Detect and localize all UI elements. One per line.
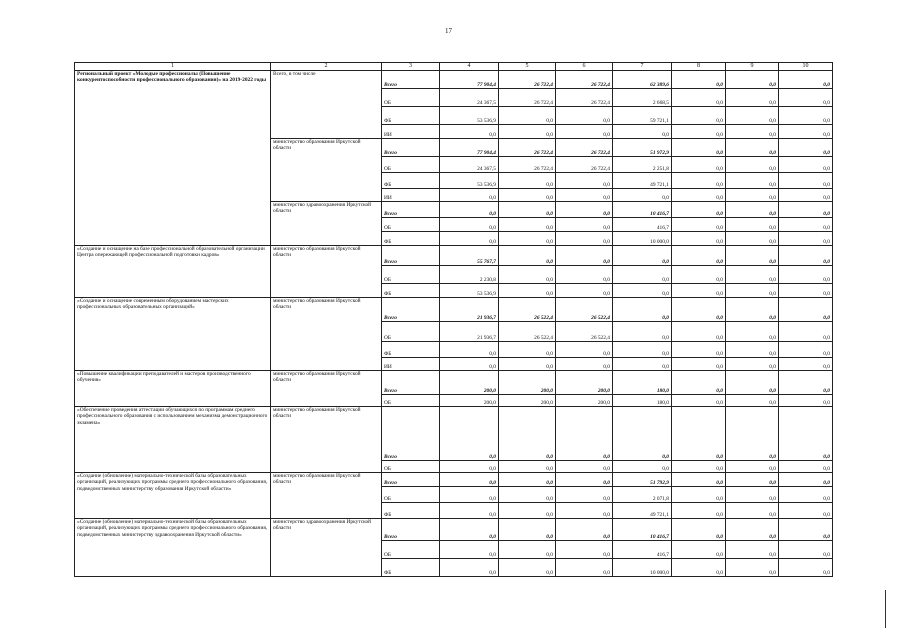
value-cell: 0,0 — [779, 473, 833, 487]
value-cell: 24 367,5 — [440, 89, 499, 107]
value-cell: 0,0 — [499, 107, 556, 125]
value-cell: 0,0 — [672, 395, 726, 407]
value-cell: 0,0 — [499, 232, 556, 246]
value-cell: 0,0 — [556, 266, 613, 284]
value-cell: 0,0 — [556, 246, 613, 266]
value-cell: 0,0 — [499, 218, 556, 232]
value-cell: 0,0 — [726, 71, 779, 89]
value-cell: 0,0 — [499, 358, 556, 371]
value-cell: 0,0 — [672, 189, 726, 202]
value-cell: 0,0 — [556, 519, 613, 541]
value-cell: 0,0 — [556, 342, 613, 358]
value-cell: 0,0 — [613, 342, 672, 358]
funding-source: ФБ — [382, 232, 440, 246]
value-cell: 0,0 — [779, 342, 833, 358]
col-header: 2 — [271, 63, 382, 71]
value-cell: 0,0 — [672, 559, 726, 577]
value-cell: 416,7 — [613, 218, 672, 232]
value-cell: 26 522,4 — [556, 298, 613, 322]
value-cell: 0,0 — [440, 559, 499, 577]
value-cell: 0,0 — [440, 189, 499, 202]
col-header: 8 — [672, 63, 726, 71]
value-cell: 0,0 — [499, 559, 556, 577]
table-body — [75, 63, 833, 577]
value-cell: 0,0 — [672, 519, 726, 541]
col-header: 3 — [382, 63, 440, 71]
value-cell: 0,0 — [779, 107, 833, 125]
col-header: 10 — [779, 63, 833, 71]
value-cell: 26 722,4 — [499, 157, 556, 173]
value-cell: 0,0 — [726, 218, 779, 232]
value-cell: 77 904,4 — [440, 139, 499, 157]
activity-name: «Повышение квалификации преподавателей и мастеров производственного обучения» — [75, 371, 271, 407]
value-cell: 0,0 — [779, 139, 833, 157]
funding-source: ИИ — [382, 358, 440, 371]
funding-source: ФБ — [382, 284, 440, 298]
funding-source: Всего — [382, 473, 440, 487]
funding-source: ОБ — [382, 322, 440, 342]
value-cell: 0,0 — [779, 487, 833, 503]
value-cell: 49 721,1 — [613, 503, 672, 519]
value-cell: 180,0 — [613, 395, 672, 407]
value-cell: 0,0 — [556, 407, 613, 461]
table-row — [75, 473, 833, 487]
value-cell: 0,0 — [556, 125, 613, 139]
funding-source: ФБ — [382, 503, 440, 519]
value-cell: 53 536,9 — [440, 173, 499, 189]
value-cell: 0,0 — [556, 232, 613, 246]
value-cell: 0,0 — [672, 358, 726, 371]
value-cell: 26 722,4 — [556, 157, 613, 173]
value-cell: 0,0 — [726, 395, 779, 407]
value-cell: 0,0 — [556, 173, 613, 189]
value-cell: 26 722,4 — [556, 139, 613, 157]
value-cell: 0,0 — [672, 322, 726, 342]
activity-name: «Создание и оснащение на базе профессиональной образовательной организации Центра опережающей профессиональной подготовки кадров» — [75, 246, 271, 298]
value-cell: 0,0 — [672, 89, 726, 107]
value-cell: 0,0 — [499, 461, 556, 473]
value-cell: 0,0 — [672, 125, 726, 139]
value-cell: 0,0 — [672, 107, 726, 125]
funding-source: ОБ — [382, 266, 440, 284]
value-cell: 49 721,1 — [613, 173, 672, 189]
executor-cell: министерство образования Иркутской области — [271, 407, 382, 473]
funding-source: ОБ — [382, 218, 440, 232]
funding-source: Всего — [382, 371, 440, 395]
page-number: 17 — [445, 27, 452, 35]
value-cell: 0,0 — [613, 246, 672, 266]
value-cell: 200,0 — [499, 371, 556, 395]
value-cell: 0,0 — [440, 125, 499, 139]
value-cell: 0,0 — [726, 173, 779, 189]
value-cell: 0,0 — [779, 232, 833, 246]
value-cell: 0,0 — [440, 202, 499, 218]
table-row — [75, 407, 833, 461]
value-cell: 0,0 — [726, 266, 779, 284]
value-cell: 0,0 — [726, 342, 779, 358]
value-cell: 0,0 — [440, 342, 499, 358]
activity-name: «Создание (обновление) материально-технической базы образовательных организаций, реализующих программы среднего профессионального образования, подведомственных министерству здравоохранения Иркутской области» — [75, 519, 271, 577]
value-cell: 51 792,9 — [613, 473, 672, 487]
col-header: 5 — [499, 63, 556, 71]
value-cell: 24 367,5 — [440, 157, 499, 173]
col-header: 9 — [726, 63, 779, 71]
value-cell: 0,0 — [672, 371, 726, 395]
table-row — [75, 246, 833, 266]
value-cell: 0,0 — [779, 395, 833, 407]
value-cell: 0,0 — [672, 246, 726, 266]
value-cell: 0,0 — [726, 157, 779, 173]
funding-source: ФБ — [382, 559, 440, 577]
value-cell: 0,0 — [556, 202, 613, 218]
value-cell: 200,0 — [440, 371, 499, 395]
value-cell: 0,0 — [440, 503, 499, 519]
value-cell: 0,0 — [672, 298, 726, 322]
value-cell: 0,0 — [779, 157, 833, 173]
value-cell: 59 721,1 — [613, 107, 672, 125]
value-cell: 0,0 — [726, 503, 779, 519]
value-cell: 180,0 — [613, 371, 672, 395]
value-cell: 26 722,4 — [556, 71, 613, 89]
value-cell: 62 389,6 — [613, 71, 672, 89]
value-cell: 26 722,4 — [499, 139, 556, 157]
value-cell: 0,0 — [779, 559, 833, 577]
value-cell: 200,0 — [556, 395, 613, 407]
value-cell: 0,0 — [440, 461, 499, 473]
value-cell: 0,0 — [556, 218, 613, 232]
value-cell: 0,0 — [672, 266, 726, 284]
budget-table — [74, 62, 833, 577]
value-cell: 0,0 — [672, 461, 726, 473]
value-cell: 0,0 — [499, 202, 556, 218]
funding-source: Всего — [382, 139, 440, 157]
funding-source: Всего — [382, 298, 440, 322]
value-cell: 0,0 — [779, 407, 833, 461]
funding-source: ИИ — [382, 125, 440, 139]
value-cell: 0,0 — [726, 407, 779, 461]
value-cell: 0,0 — [726, 371, 779, 395]
value-cell: 0,0 — [779, 503, 833, 519]
value-cell: 0,0 — [779, 125, 833, 139]
value-cell: 2 071,8 — [613, 487, 672, 503]
value-cell: 0,0 — [556, 107, 613, 125]
value-cell: 0,0 — [556, 487, 613, 503]
funding-source: Всего — [382, 519, 440, 541]
value-cell: 0,0 — [779, 322, 833, 342]
value-cell: 0,0 — [672, 284, 726, 298]
value-cell: 0,0 — [672, 202, 726, 218]
value-cell: 0,0 — [556, 358, 613, 371]
value-cell: 21 936,7 — [440, 322, 499, 342]
value-cell: 10 416,7 — [613, 519, 672, 541]
value-cell: 0,0 — [672, 71, 726, 89]
executor-cell: министерство здравоохранения Иркутской области — [271, 202, 382, 246]
value-cell: 0,0 — [556, 473, 613, 487]
value-cell: 0,0 — [499, 125, 556, 139]
value-cell: 0,0 — [726, 298, 779, 322]
funding-source: ФБ — [382, 107, 440, 125]
value-cell: 0,0 — [779, 519, 833, 541]
funding-source: ИИ — [382, 189, 440, 202]
value-cell: 0,0 — [613, 284, 672, 298]
value-cell: 0,0 — [440, 358, 499, 371]
value-cell: 0,0 — [672, 157, 726, 173]
value-cell: 51 972,9 — [613, 139, 672, 157]
value-cell: 10 000,0 — [613, 559, 672, 577]
value-cell: 0,0 — [613, 322, 672, 342]
value-cell: 0,0 — [779, 298, 833, 322]
value-cell: 10 416,7 — [613, 202, 672, 218]
activity-name: «Обеспечение проведения аттестации обучающихся по программам среднего профессионального образования с использованием механизма демонстрационного экзамена» — [75, 407, 271, 473]
funding-source: Всего — [382, 71, 440, 89]
value-cell: 26 522,4 — [556, 322, 613, 342]
value-cell: 0,0 — [440, 541, 499, 559]
value-cell: 0,0 — [779, 189, 833, 202]
value-cell: 0,0 — [726, 189, 779, 202]
value-cell: 0,0 — [440, 487, 499, 503]
table-row — [75, 519, 833, 541]
col-header: 4 — [440, 63, 499, 71]
header-row — [75, 63, 833, 71]
value-cell: 0,0 — [556, 559, 613, 577]
value-cell: 0,0 — [672, 473, 726, 487]
value-cell: 0,0 — [556, 541, 613, 559]
value-cell: 26 722,4 — [499, 89, 556, 107]
executor-cell: Всего, в том числе — [271, 71, 382, 139]
executor-cell: министерство образования Иркутской области — [271, 139, 382, 202]
activity-name: «Создание (обновление) материально-технической базы образовательных организаций, реализующих программы среднего профессионального образования, подведомственных министерству образования Иркутской области» — [75, 473, 271, 519]
value-cell: 0,0 — [779, 358, 833, 371]
funding-source: ФБ — [382, 173, 440, 189]
value-cell: 200,0 — [499, 395, 556, 407]
value-cell: 0,0 — [726, 284, 779, 298]
funding-source: Всего — [382, 407, 440, 461]
value-cell: 26 522,4 — [499, 322, 556, 342]
funding-source: ОБ — [382, 395, 440, 407]
value-cell: 0,0 — [726, 358, 779, 371]
value-cell: 0,0 — [726, 487, 779, 503]
value-cell: 0,0 — [779, 173, 833, 189]
value-cell: 0,0 — [779, 89, 833, 107]
executor-cell: министерство образования Иркутской области — [271, 298, 382, 371]
value-cell: 2 251,8 — [613, 157, 672, 173]
value-cell: 2 230,8 — [440, 266, 499, 284]
col-header: 6 — [556, 63, 613, 71]
col-header: 7 — [613, 63, 672, 71]
value-cell: 0,0 — [726, 125, 779, 139]
value-cell: 0,0 — [613, 266, 672, 284]
value-cell: 0,0 — [726, 246, 779, 266]
value-cell: 0,0 — [440, 218, 499, 232]
value-cell: 0,0 — [499, 189, 556, 202]
value-cell: 0,0 — [440, 473, 499, 487]
value-cell: 0,0 — [440, 519, 499, 541]
value-cell: 77 904,4 — [440, 71, 499, 89]
value-cell: 0,0 — [779, 71, 833, 89]
executor-cell: министерство образования Иркутской области — [271, 246, 382, 298]
value-cell: 53 536,9 — [440, 284, 499, 298]
value-cell: 0,0 — [672, 487, 726, 503]
value-cell: 0,0 — [440, 232, 499, 246]
value-cell: 0,0 — [499, 519, 556, 541]
value-cell: 0,0 — [613, 189, 672, 202]
value-cell: 0,0 — [440, 407, 499, 461]
executor-cell: министерство образования Иркутской области — [271, 371, 382, 407]
value-cell: 0,0 — [499, 503, 556, 519]
value-cell: 0,0 — [672, 342, 726, 358]
value-cell: 0,0 — [499, 173, 556, 189]
value-cell: 0,0 — [499, 487, 556, 503]
value-cell: 0,0 — [672, 173, 726, 189]
value-cell: 0,0 — [499, 266, 556, 284]
value-cell: 10 000,0 — [613, 232, 672, 246]
value-cell: 0,0 — [672, 139, 726, 157]
value-cell: 0,0 — [726, 461, 779, 473]
value-cell: 0,0 — [726, 202, 779, 218]
funding-source: Всего — [382, 246, 440, 266]
value-cell: 0,0 — [672, 232, 726, 246]
funding-source: ОБ — [382, 487, 440, 503]
value-cell: 0,0 — [779, 266, 833, 284]
value-cell: 0,0 — [779, 371, 833, 395]
value-cell: 0,0 — [672, 503, 726, 519]
value-cell: 0,0 — [726, 232, 779, 246]
table-row — [75, 298, 833, 322]
value-cell: 0,0 — [613, 461, 672, 473]
value-cell: 0,0 — [613, 298, 672, 322]
value-cell: 0,0 — [726, 473, 779, 487]
value-cell: 0,0 — [726, 519, 779, 541]
value-cell: 0,0 — [779, 461, 833, 473]
value-cell: 0,0 — [672, 541, 726, 559]
funding-source: ФБ — [382, 342, 440, 358]
value-cell: 0,0 — [499, 342, 556, 358]
funding-source: ОБ — [382, 89, 440, 107]
value-cell: 0,0 — [499, 407, 556, 461]
funding-source: ОБ — [382, 461, 440, 473]
value-cell: 0,0 — [556, 284, 613, 298]
value-cell: 0,0 — [499, 246, 556, 266]
value-cell: 0,0 — [672, 218, 726, 232]
value-cell: 0,0 — [779, 218, 833, 232]
executor-cell: министерство здравоохранения Иркутской области — [271, 519, 382, 577]
value-cell: 200,0 — [440, 395, 499, 407]
value-cell: 55 767,7 — [440, 246, 499, 266]
table-row — [75, 371, 833, 395]
value-cell: 416,7 — [613, 541, 672, 559]
value-cell: 2 668,5 — [613, 89, 672, 107]
value-cell: 0,0 — [613, 125, 672, 139]
col-header: 1 — [75, 63, 271, 71]
value-cell: 0,0 — [726, 322, 779, 342]
value-cell: 0,0 — [726, 559, 779, 577]
value-cell: 53 536,9 — [440, 107, 499, 125]
activity-name: Региональный проект «Молодые профессионалы (Повышение конкурентоспособности профессионального образования)» на 2019-2022 годы — [75, 71, 271, 246]
funding-source: Всего — [382, 202, 440, 218]
value-cell: 0,0 — [613, 358, 672, 371]
table-row — [75, 71, 833, 89]
margin-line — [885, 590, 886, 628]
value-cell: 0,0 — [613, 407, 672, 461]
value-cell: 0,0 — [779, 284, 833, 298]
value-cell: 26 522,4 — [499, 298, 556, 322]
funding-source: ОБ — [382, 541, 440, 559]
value-cell: 0,0 — [779, 202, 833, 218]
value-cell: 26 722,4 — [556, 89, 613, 107]
funding-source: ОБ — [382, 157, 440, 173]
value-cell: 0,0 — [726, 541, 779, 559]
value-cell: 26 722,4 — [499, 71, 556, 89]
value-cell: 0,0 — [499, 541, 556, 559]
value-cell: 0,0 — [499, 473, 556, 487]
executor-cell: министерство образования Иркутской области — [271, 473, 382, 519]
value-cell: 0,0 — [556, 189, 613, 202]
value-cell: 21 936,7 — [440, 298, 499, 322]
value-cell: 0,0 — [726, 107, 779, 125]
value-cell: 0,0 — [499, 284, 556, 298]
value-cell: 0,0 — [556, 503, 613, 519]
value-cell: 0,0 — [726, 89, 779, 107]
value-cell: 0,0 — [556, 461, 613, 473]
activity-name: «Создание и оснащение современным оборудованием мастерских профессиональных образовательных организаций» — [75, 298, 271, 371]
value-cell: 0,0 — [672, 407, 726, 461]
value-cell: 200,0 — [556, 371, 613, 395]
value-cell: 0,0 — [779, 246, 833, 266]
value-cell: 0,0 — [726, 139, 779, 157]
value-cell: 0,0 — [779, 541, 833, 559]
